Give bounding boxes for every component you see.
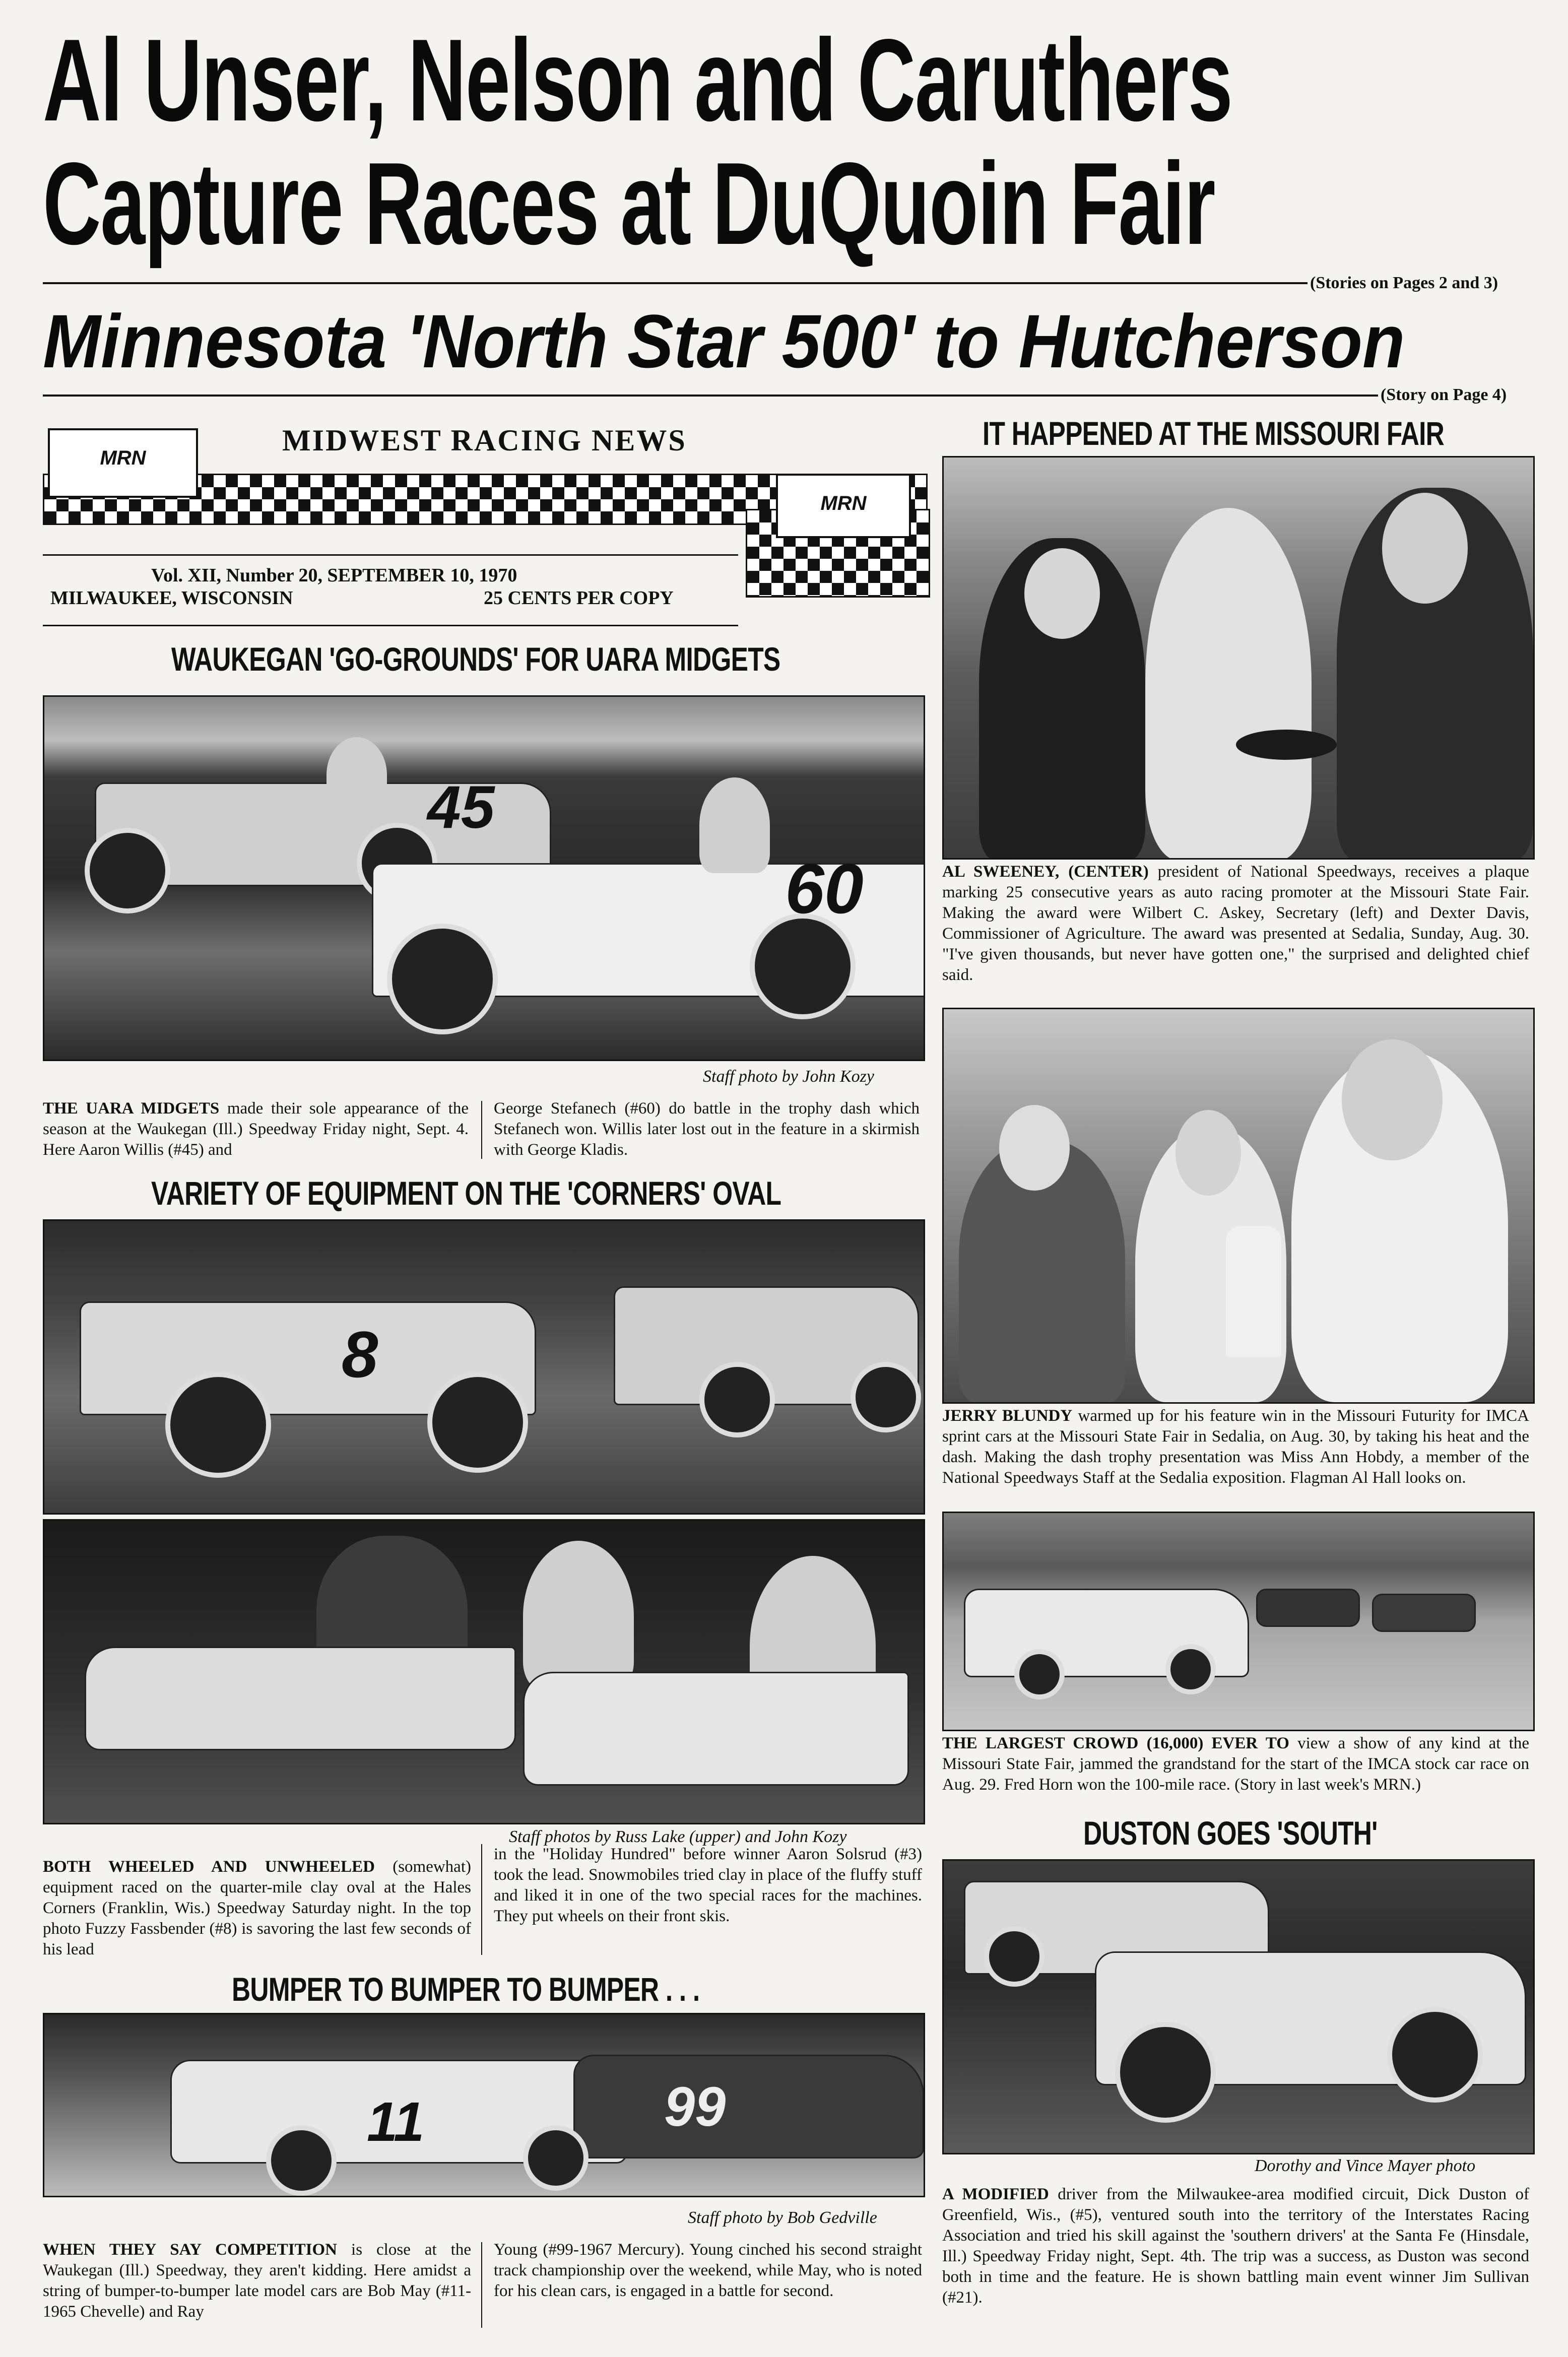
photo-hales-corners-cars	[43, 1219, 925, 1515]
caption-crowd	[942, 1733, 1529, 1795]
caption-lead: A MODIFIED	[942, 2185, 1049, 2203]
photo-largest-crowd	[942, 1512, 1535, 1731]
plaque	[1236, 730, 1337, 760]
caption-lead: JERRY BLUNDY	[942, 1407, 1073, 1425]
snowmobile-rider	[523, 1541, 634, 1692]
caption-waukegan-right: George Stefanech (#60) do battle in the trophy dash which Stefanech won. Willis later lost out in the feature in a skirmish with George Kladis.	[494, 1099, 920, 1159]
cover-price: 25 CENTS PER COPY	[484, 587, 674, 609]
photo-duston-modified	[942, 1859, 1535, 2154]
caption-bumper-right: Young (#99-1967 Mercury). Young cinched his second straight track championship over the weekend, while May, who is noted for his clean cars, is engaged in a battle for second.	[494, 2241, 922, 2300]
caption-waukegan-left	[43, 1098, 469, 1160]
wheel	[984, 1926, 1044, 1987]
caption-missouri	[942, 862, 1529, 986]
caption-blundy	[942, 1406, 1529, 1488]
caption-text: view a show of any kind at the Missouri State Fair, jammed the grandstand for the start of the IMCA stock car race on Aug. 29. Fred Horn won the 100-mile race. (Story in last week's MRN.)	[942, 1734, 1529, 1794]
photo-credit-duston: Dorothy and Vince Mayer photo	[1255, 2156, 1476, 2175]
wheel	[427, 1372, 528, 1473]
caption-variety-left	[43, 1857, 471, 1960]
trophy	[1226, 1226, 1281, 1357]
headline-rule-1	[43, 282, 1308, 284]
subheadline: Minnesota 'North Star 500' to Hutcherson	[43, 299, 1405, 383]
caption-bumper-left	[43, 2240, 471, 2322]
masthead-rule	[43, 554, 738, 556]
caption-text: driver from the Milwaukee-area modified circuit, Dick Duston of Greenfield, Wis., (#5), ventured south into the territory of the Interstates Racing Association and tried his skill against the 'southern drivers' at the Santa Fe (Hinsdale, Ill.) Speedway Friday night, Sept. 4th. The trip was a success, as Duston was second both in time and the feature. He is shown battling main event winner Jim Sullivan (#21).	[942, 2185, 1529, 2307]
wheel	[1014, 1649, 1065, 1699]
caption-text: made their sole appearance of the season at the Waukegan (Ill.) Speedway Friday night, Sept. 4. Here Aaron Willis (#45) and	[43, 1099, 469, 1159]
stock-car	[1372, 1594, 1476, 1632]
wheel	[699, 1362, 775, 1437]
photo-credit-variety: Staff photos by Russ Lake (upper) and John Kozy	[509, 1827, 847, 1846]
caption-lead: AL SWEENEY, (CENTER)	[942, 863, 1149, 881]
driver	[326, 737, 387, 813]
caption-lead: THE UARA MIDGETS	[43, 1099, 220, 1118]
caption-text: is close at the Waukegan (Ill.) Speedway, they aren't kidding. Here amidst a string of bumper-to-bumper late model cars are Bob May (#11-1965 Chevelle) and Ray	[43, 2241, 471, 2321]
caption-text: (somewhat) equipment raced on the quarter-mile clay oval at the Hales Corners (Franklin, Wis.) Speedway Saturday night. In the top photo Fuzzy Fassbender (#8) is savoring the last few seconds of his lead	[43, 1858, 471, 1958]
face	[1342, 1039, 1443, 1160]
wheel	[165, 1372, 271, 1478]
photo-credit-bumper: Staff photo by Bob Gedville	[688, 2208, 877, 2227]
driver	[699, 777, 770, 873]
face	[1024, 548, 1100, 639]
car-number-8: 8	[342, 1318, 378, 1391]
face	[1382, 493, 1468, 604]
snowmobile	[85, 1647, 516, 1750]
car-number-99: 99	[664, 2076, 726, 2138]
wheel	[851, 1362, 921, 1432]
photo-sweeney-award	[942, 456, 1535, 860]
photo-uara-midgets	[43, 695, 925, 1061]
wheel	[523, 2125, 589, 2191]
car-number-45: 45	[427, 773, 495, 841]
snowmobile	[523, 1672, 909, 1786]
column-divider	[481, 1844, 482, 1955]
mrn-logo: MRN	[48, 428, 198, 498]
headline-page-ref-2: (Story on Page 4)	[1381, 385, 1507, 404]
headline-page-ref-1: (Stories on Pages 2 and 3)	[1310, 274, 1498, 292]
column-divider	[481, 2242, 482, 2328]
caption-lead: THE LARGEST CROWD (16,000) EVER TO	[942, 1734, 1289, 1752]
photo-credit-waukegan: Staff photo by John Kozy	[703, 1067, 874, 1086]
photo-blundy-trophy	[942, 1008, 1535, 1404]
wheel	[266, 2125, 337, 2196]
masthead-rule-bottom	[43, 625, 738, 626]
face	[999, 1105, 1070, 1191]
face	[1175, 1110, 1241, 1196]
issue-line: Vol. XII, Number 20, SEPTEMBER 10, 1970	[151, 565, 517, 586]
headline-line-2: Capture Races at DuQuoin Fair	[43, 139, 1215, 269]
late-model-car-99	[573, 2055, 924, 2158]
caption-variety-right: in the "Holiday Hundred" before winner Aaron Solsrud (#3) took the lead. Snowmobiles tried clay in place of the fluffy stuff and liked it in one of the two special races for the machines. They put wheels on their front skis.	[494, 1845, 922, 1925]
mrn-logo: MRN	[776, 474, 911, 538]
wheel	[1387, 2007, 1483, 2103]
man-center	[1145, 508, 1312, 860]
caption-text: warmed up for his feature win in the Missouri Futurity for IMCA sprint cars at the Missouri State Fair in Sedalia, on Aug. 30, by taking his heat and the dash. Making the dash trophy presentation was Miss Ann Hobdy, a member of the National Speedways Staff at the Sedalia exposition. Flagman Al Hall looks on.	[942, 1407, 1530, 1487]
story-title-variety: VARIETY OF EQUIPMENT ON THE 'CORNERS' OVAL	[151, 1174, 781, 1212]
wheel	[85, 828, 170, 913]
masthead-title: MIDWEST RACING NEWS	[282, 424, 687, 457]
car-number-11: 11	[367, 2091, 425, 2153]
story-title-waukegan: WAUKEGAN 'GO-GROUNDS' FOR UARA MIDGETS	[171, 640, 780, 678]
story-title-bumper: BUMPER TO BUMPER TO BUMPER . . .	[232, 1971, 700, 2008]
car-number-60: 60	[785, 849, 864, 928]
story-title-duston: DUSTON GOES 'SOUTH'	[1083, 1814, 1378, 1852]
caption-lead: WHEN THEY SAY COMPETITION	[43, 2241, 338, 2259]
wheel	[1115, 2022, 1216, 2123]
wheel	[1165, 1644, 1216, 1694]
story-title-missouri: IT HAPPENED AT THE MISSOURI FAIR	[983, 415, 1445, 452]
caption-duston	[942, 2184, 1529, 2308]
stock-car	[1256, 1589, 1360, 1627]
photo-snowmobiles	[43, 1519, 925, 1824]
wheel	[387, 924, 498, 1034]
dateline-city: MILWAUKEE, WISCONSIN	[50, 587, 293, 609]
caption-lead: BOTH WHEELED AND UNWHEELED	[43, 1858, 375, 1876]
caption-text: president of National Speedways, receives a plaque marking 25 consecutive years as auto racing promoter at the Missouri State Fair. Making the award were Wilbert C. Askey, Secretary (left) and Dexter Davis, Commissioner of Agriculture. The award was presented at Sedalia, Sunday, Aug. 30. "I've given thousands, but never have gotten one," the surprised and delighted chief said.	[942, 863, 1530, 984]
column-divider	[481, 1101, 482, 1159]
headline-rule-2	[43, 395, 1378, 397]
photo-late-models	[43, 2013, 925, 2197]
headline-line-1: Al Unser, Nelson and Caruthers	[43, 15, 1232, 146]
